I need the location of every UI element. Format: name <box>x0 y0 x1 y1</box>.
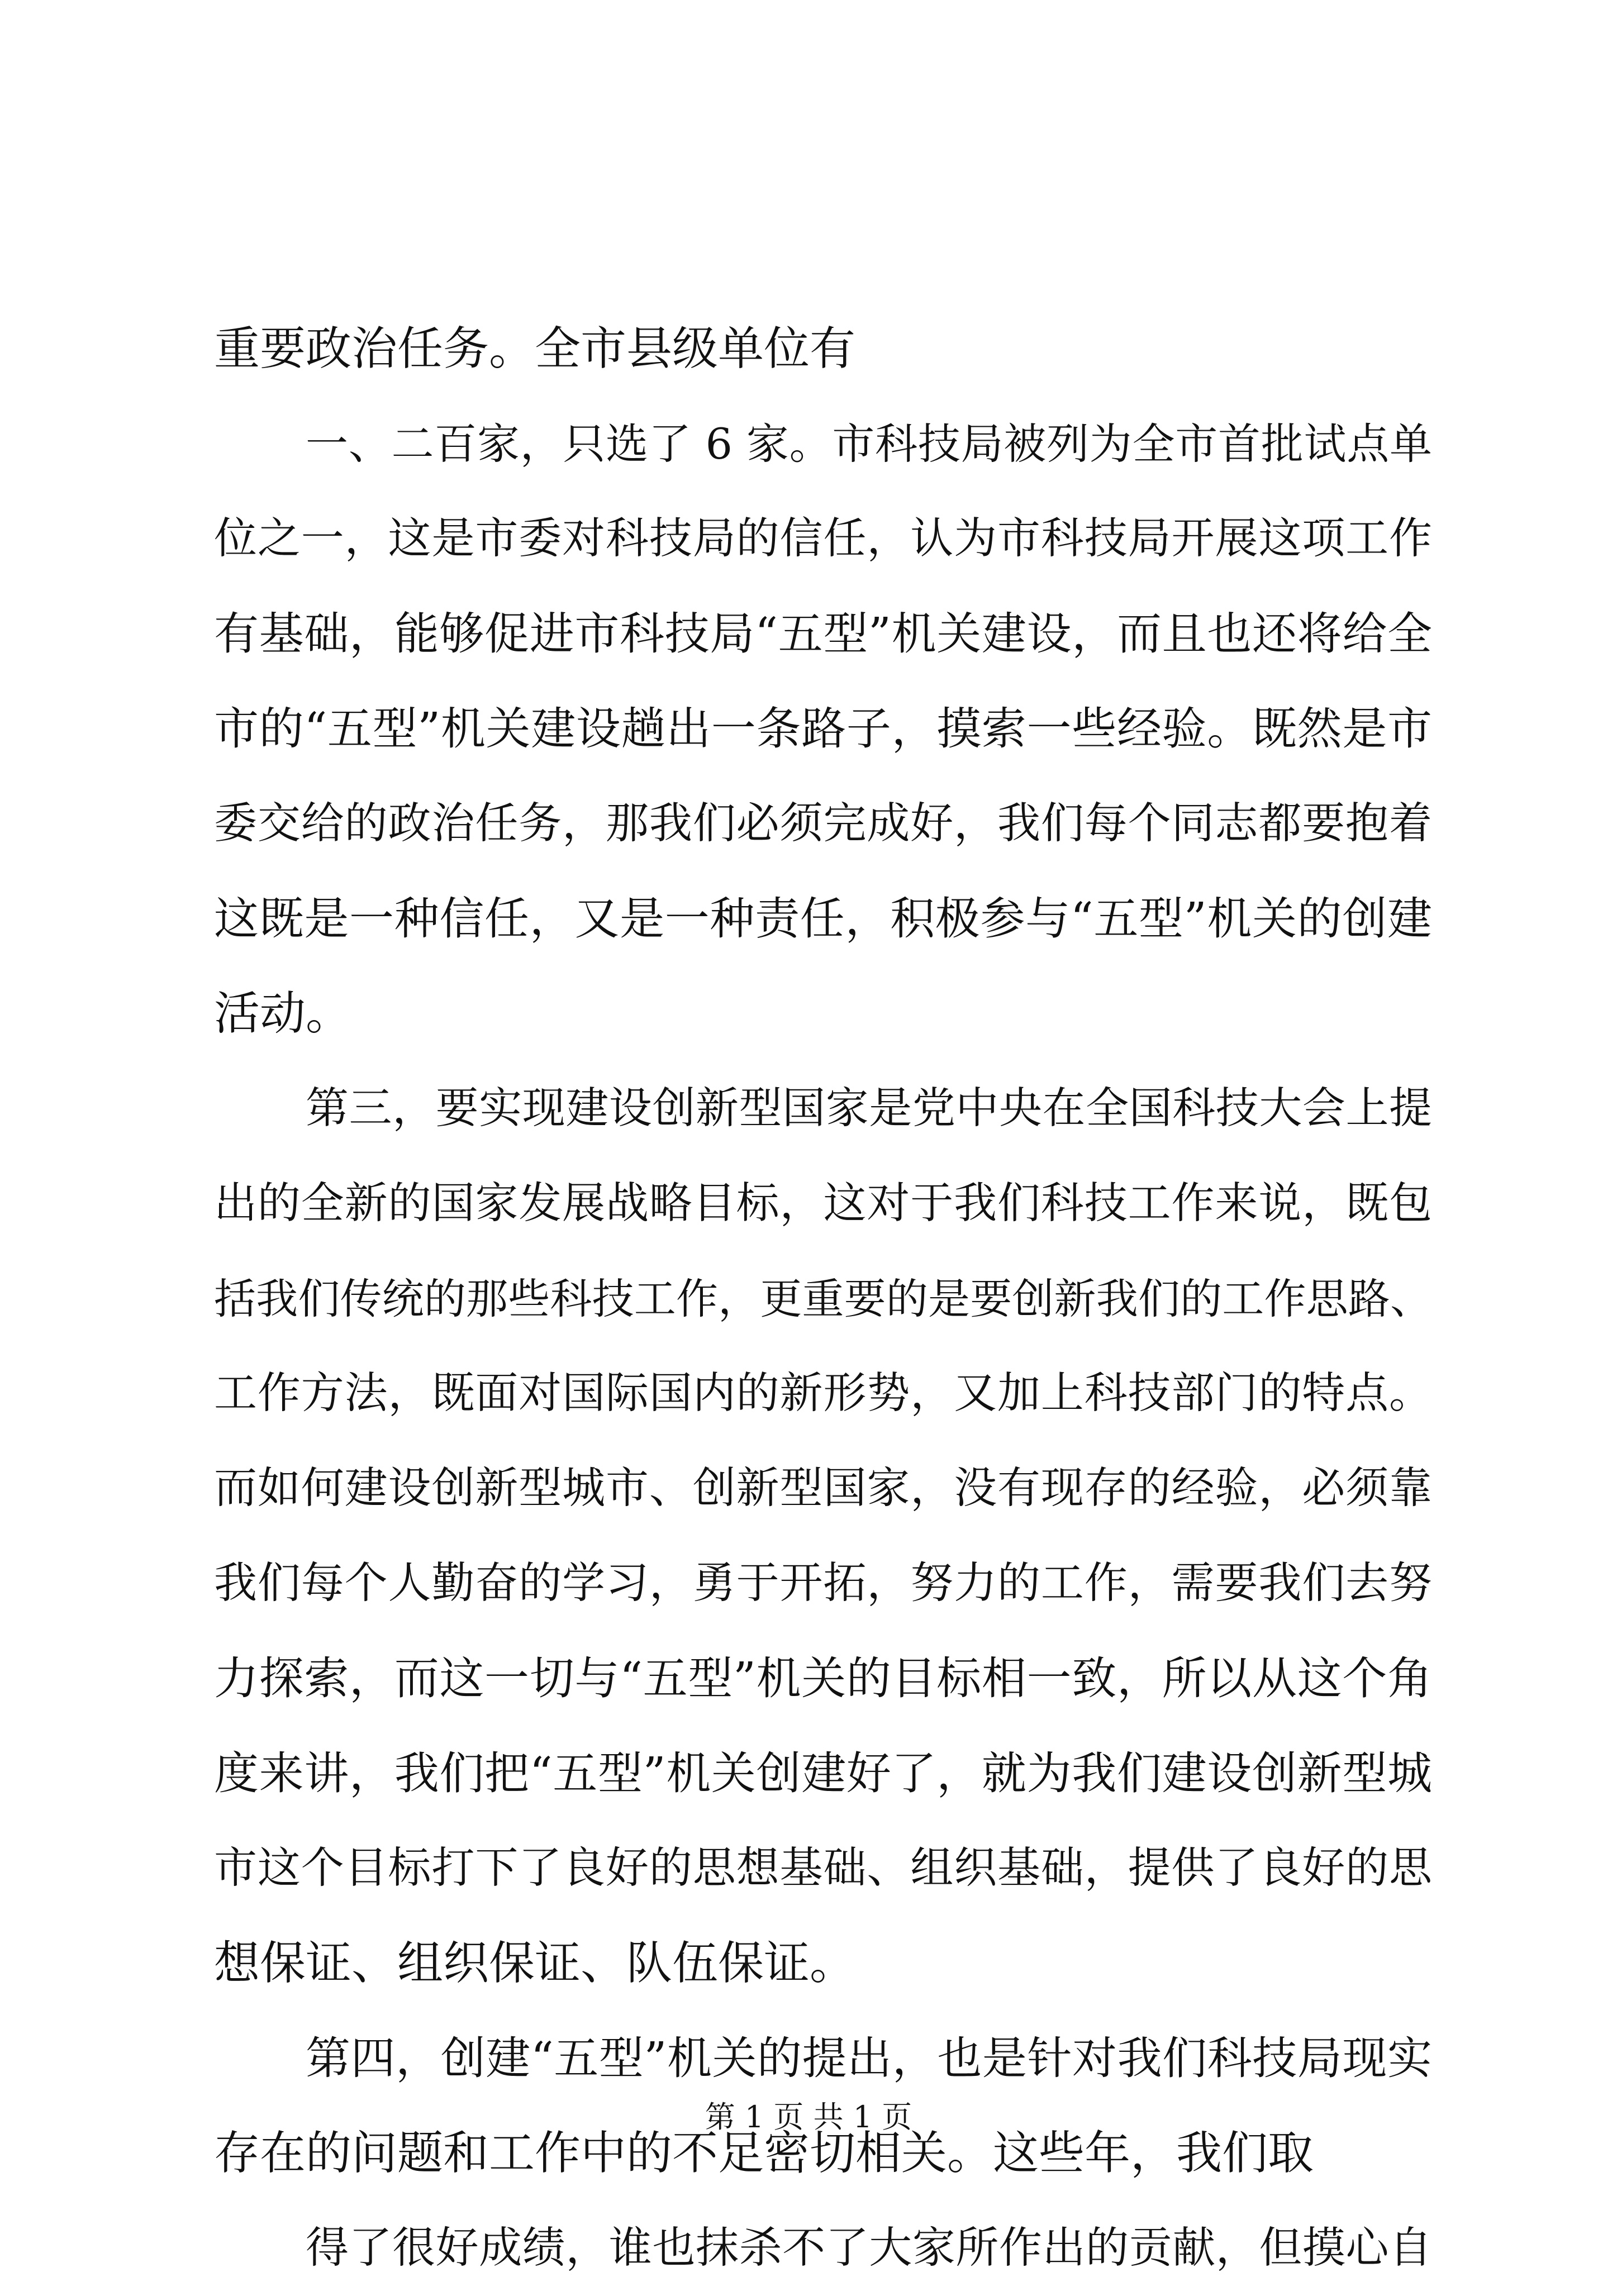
page-footer: 第 1 页 共 1 页 <box>705 2099 912 2135</box>
text-line: 括我们传统的那些科技工作，更重要的是要创新我们的工作思路、 <box>214 1274 1432 1323</box>
text-line: 市这个目标打下了良好的思想基础、组织基础，提供了良好的思 <box>214 1844 1432 1893</box>
text-line: 这既是一种信任，又是一种责任，积极参与“五型”机关的创建 <box>214 893 1432 945</box>
text-line: 重要政治任务。全市县级单位有 <box>214 322 856 375</box>
text-line: 第三，要实现建设创新型国家是党中央在全国科技大会上提 <box>306 1084 1432 1133</box>
body-text <box>214 302 1432 2296</box>
text-line: 想保证、组织保证、队伍保证。 <box>214 1937 856 1990</box>
text-line: 出的全新的国家发展战略目标，这对于我们科技工作来说，既包 <box>214 1179 1432 1228</box>
text-line: 有基础，能够促进市科技局“五型”机关建设，而且也还将给全 <box>214 608 1432 660</box>
text-line: 活动。 <box>214 987 352 1040</box>
text-line: 存在的问题和工作中的不足密切相关。这些年，我们取 <box>214 2127 1314 2180</box>
text-line: 位之一，这是市委对科技局的信任，认为市科技局开展这项工作 <box>214 514 1432 564</box>
text-line: 我们每个人勤奋的学习，勇于开拓，努力的工作，需要我们去努 <box>214 1559 1432 1608</box>
text-line: 度来讲，我们把“五型”机关创建好了，就为我们建设创新型城 <box>214 1747 1432 1799</box>
text-line: 第四，创建“五型”机关的提出，也是针对我们科技局现实 <box>306 2032 1432 2084</box>
text-line: 而如何建设创新型城市、创新型国家，没有现存的经验，必须靠 <box>214 1464 1432 1513</box>
text-line: 工作方法，既面对国际国内的新形势，又加上科技部门的特点。 <box>214 1369 1432 1418</box>
text-line: 力探索，而这一切与“五型”机关的目标相一致，所以从这个角 <box>214 1652 1432 1704</box>
text-line: 市的“五型”机关建设趟出一条路子，摸索一些经验。既然是市 <box>214 703 1432 755</box>
text-line: 得了很好成绩，谁也抹杀不了大家所作出的贡献，但摸心自 <box>306 2223 1432 2273</box>
text-line: 一、二百家，只选了 6 家。市科技局被列为全市首批试点单 <box>306 419 1432 469</box>
text-line: 委交给的政治任务，那我们必须完成好，我们每个同志都要抱着 <box>214 799 1432 849</box>
